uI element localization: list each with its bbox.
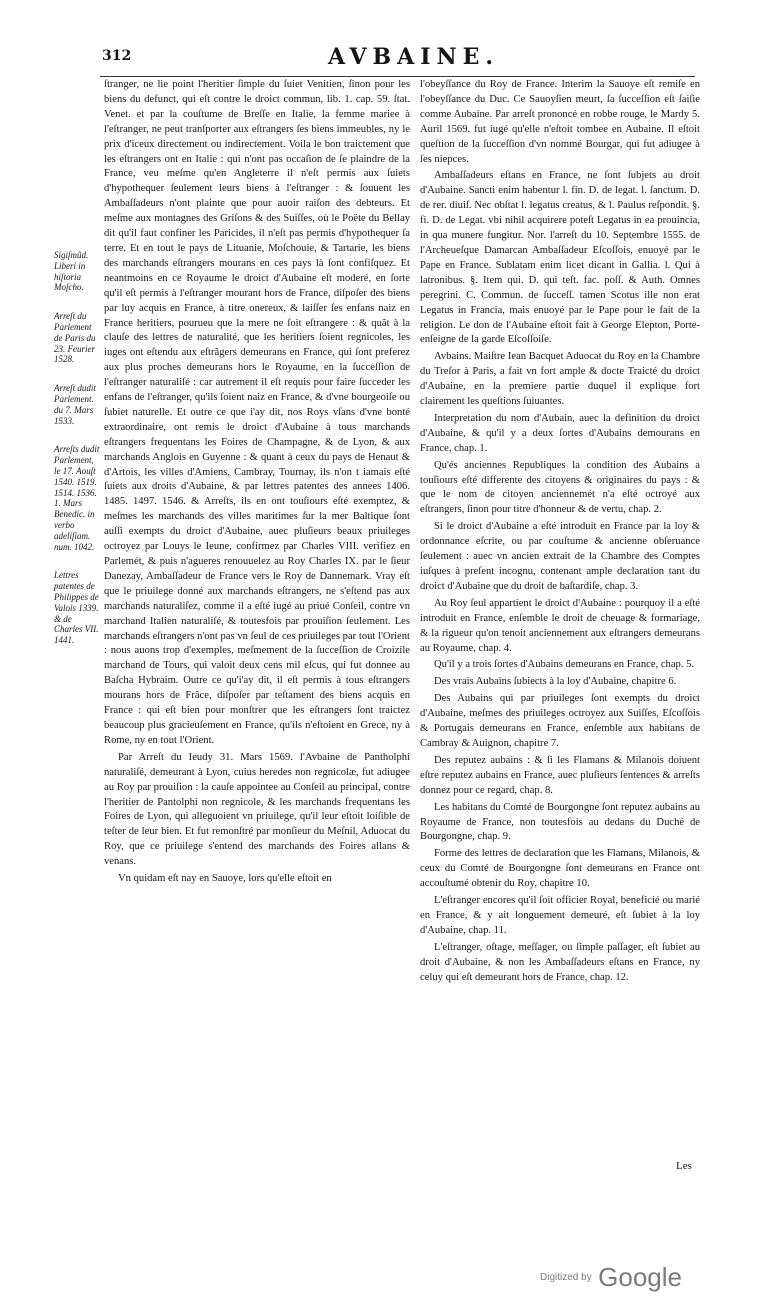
page-number: 312 (102, 48, 132, 64)
chapter-summary: Des reputez aubains : & ſi les Flamans & Milanois doiuent eſtre reputez aubains en France, auec pluſieurs ſentences & arreſts donnez pour ce regard, chap. 8. (420, 754, 700, 796)
chapter-summary: L'eſtranger encores qu'il ſoit officier Royal, beneficié ou marié en France, & y ait longuement demeuré, eſt ſubiet à la loy d'Aubaine, chap. 11. (420, 895, 700, 936)
google-logo: Google (598, 1262, 682, 1292)
chapter-summary: Des Aubains qui par priuileges ſont exempts du droict d'Aubaine, meſmes des priuileges octroyez aux Suiſſes, Eſcoſſois & Portugais demeurans en France, enſemble aux habitans de Cambray & Auignon, chapitre 7. (420, 693, 700, 749)
watermark-prefix: Digitized by (540, 1272, 592, 1283)
body-paragraph: ſtranger, ne lie point l'heritier ſimple du ſuiet Venitien, ſinon pour les biens du defunct, qui eſt contre le droict commun, lib. 1. cap. 59. ſtat. Venet. et par la couſtume de Breſſe en Italie, la femme mariee à l'eſtranger, ne peut tranſporter aux eſtrangers ſes biens immeubles, ny le prix d'iceux directement ou indirectement. Voila le bon traictement que les eſtrangers ont en Italie : qui n'ont pas occaſion de ſe plaindre de la France, veu meſme qu'en Angleterre il n'eſt permis aux ſuiets d'hypothequer ſeulement leurs biens à l'eſtranger : & ſouuent les Ambaſſadeurs n'ont plainte que pour auoir raiſon des debteurs. Et meſme aux montagnes des Griſons & des Suiſſes, où le Poëte du Bellay dit qu'il faut confiner les Paricides, il n'eſt pas permis d'hypothequer ſa terre. Et en tout le pays de Lituanie, Moſchouie, & Tartarie, les biens des marchands eſtrangers mourans en ces pays là ſont confiſquez. Et neantmoins en ce Royaume le droict d'Aubaine eſt moderé, en ſorte qu'il eſt permis à l'eſtranger mourant hors de France, diſpoſer des biens par luy acquis en France, à titre onereux, & laiſſer ſes enfans naiz en France heritiers, pourueu que la mere ne ſoit eſtrangere : & quãt à la clauſe des lettres de naturalité, que les heritiers ſoient regnicoles, les iuges ont eſtendu aux eſtrãgers demeurans en France, qui ſont preferez aux plus proches demeurans hors le Royaume, en la ſucceſſion de l'eſtranger naturaliſé : car autrement il eſt requis pour faire ſucceder les enfans de l'eſtranger, qu'ils ſoient naiz en France, & d'vne bourgeoiſe ou ſubiet naturelle. Et outre ce que i'ay dit, nos Roys vſans d'vne bonté extraordinaire, ont remis le droict d'Aubaine à tous marchands eſtrangers frequentans les Foires de Champagne, & de Lyon, & aux marchands Anglois en Guyenne : & quant à ceux du pays de Henaut & d'Artois, les villes d'Amiens, Cambray, Tournay, ils n'on t iamais eſté ſuiets aux droits d'Aubaine, & par lettres patentes des annees 1406. 1485. 1497. 1546. & Arreſts, ils en ont touſiours eſté exemptez, & meſmes les marchands des villes maritimes ſur la mer Baltique ſont auſſi exempts du droict d'Aubaine, auec pluſieurs beaux priuileges octroyez par Louys le Ieune, confirmez par Charles VIII. verifiez en Parlemét, & puis n'agueres renouuelez au Roy Charles IX. par le ſieur Danezay, Ambaſſadeur de France vers le Roy de Dannemark. Vray eſt que le priuilege donné aux marchands eſtrangers, ne s'eſtend pas aux marchands naturaliſez, comme il a eſté iugé au priué Conſeil, contre vn marchand Italien naturaliſé, & toutesfois par prouiſion ſeulement. Les marchands eſtrangers n'ont pas vn ſeul de ces priuileges par tout l'Orient : nous auons trop d'exemples, meſmement de la ſucceſſion de Croizile marchand de Tours, qui valoit deux cens mil eſcus, qui fut donnee au Baſcha Hybraim. Outre ce qu'i'ay dit, il eſt permis à tous eſtrangers mourans hors de Frãce, diſpoſer par teſtament des biens acquis en France : qui eſt bien pour monſtrer que les eſtrangers ſont traictez beaucoup plus gracieuſement en France, qu'ils n'eſtoient en Grece, ny à Rome, ny en tout l'Orient. (104, 79, 410, 746)
chapter-summary: Forme des lettres de declaration que les Flamans, Milanois, & ceux du Comté de Bourgongne ſont demeurans en France ont accouſtumé obtenir du Roy, chapitre 10. (420, 848, 700, 890)
chapter-summary: Au Roy ſeul appartient le droict d'Aubaine : pourquoy il a eſté introduit en France, enſemble le droit de cheuage & formariage, & la rigueur qu'on tenoit anciennement aux eſtrangers demeurans au Royaume, chap. 4. (420, 597, 700, 654)
catchword: Les (676, 1160, 692, 1172)
body-paragraph: l'obeyſſance du Roy de France. Interim la Sauoye eſt remiſe en l'obeyſſance du Duc. Ce Sauoyſien meurt, ſa ſucceſſion eſt ſaiſie comme Aubaine. Par arreſt prononcé en robbe rouge, le Mardy 5. Auril 1569. fut iugé qu'elle n'eſtoit tombee en Aubaine. Il eſtoit queſtion de la ſucceſſion d'vn nommé Bourgar, qui fut adiugee à ſes niepces. (420, 79, 700, 165)
margin-note: Sigiſmũd. Liberi in hiſtoria Moſcho. (54, 250, 89, 293)
chapter-summary: Qu'és anciennes Republiques la condition des Aubains a touſiours eſté differente des citoyens & originaires du pays : & que le nom de citoyen anciennemét n'a eſté octroyé aux eſtrangers, ſinon pour titre d'honneur & de vertu, chap. 2. (420, 459, 700, 516)
left-text-column (104, 78, 410, 1188)
digitized-watermark (540, 1262, 682, 1293)
margin-note: Lettres patentes de Philippes de Valois 1339. & de Charles VII. 1441. (54, 570, 99, 646)
chapter-summary: Les habitans du Comté de Bourgongne ſont reputez aubains au Royaume de France, non toutesfois au dedans du Duché de Bourgongne, chap. 9. (420, 801, 700, 843)
chapter-summary: Des vrais Aubains ſubiects à la loy d'Aubaine, chapitre 6. (434, 676, 677, 688)
margin-notes (54, 250, 100, 664)
running-head: AVBAINE. (328, 44, 500, 70)
body-paragraph: Vn quidam eſt nay en Sauoye, lors qu'elle eſtoit en (118, 873, 332, 885)
chapter-summary: Si le droict d'Aubaine a eſté introduit en France par la loy & ordonnance eſcrite, ou par couſtume & ancienne obſeruance ſeulement : auec vn ancien extrait de la Chambre des Comptes iuſques à preſent incognu, contenant ample declaration tant du droict d'Aubaine que du droit de baſtardiſe, chap. 3. (420, 521, 700, 592)
body-paragraph: Par Arreſt du Ieudy 31. Mars 1569. l'Avbaine de Pantholphi naturaliſé, demeurant à Lyon, cuius heredes non regnicolæ, fut adiugee au Roy par prouiſion : la cauſe appointee au Conſeil au principal, contre l'heritier de Pantolphi non regnicole, & les marchands frequentans les Foires de Lyon, qui alleguoient vn priuilege, qu'il leur eſtoit loiſible de teſter de leur bien. Et fut remonſtré par monſieur du Meſnil, Aduocat du Roy, que ce priuilege s'entend des marchands des Foires allans & venans. (104, 751, 410, 868)
margin-note: Arreſt du Parlement de Paris du 23. Feurier 1528. (54, 311, 96, 365)
right-text-column (420, 78, 700, 1168)
chapter-summary: Qu'il y a trois ſortes d'Aubains demeurans en France, chap. 5. (434, 659, 695, 671)
margin-note: Arreſts dudit Parlement, le 17. Aouſt 1540. 1519. 1514. 1536. 1. Mars Benedic. in verbo adeliſiam. num. 1042. (54, 444, 100, 552)
chapter-summary: Interpretation du nom d'Aubain, auec la definition du droict d'Aubaine, & qu'il y a deux ſortes d'Aubains demourans en France, chap. 1. (420, 412, 700, 454)
margin-note: Arreſt dudit Parlement. du 7. Mars 1533. (54, 383, 96, 426)
body-paragraph: Ambaſſadeurs eſtans en France, ne ſont ſubjets au droit d'Aubaine. Sancti enim habentur l. fin. D. de legat. l. ſanctum. D. de rer. diuiſ. Nec obſtat l. legatus creatus, & l. Paulus reſpondit. §. fi. D. de Legat. vbi nihil acquirere poteſt Legatus in ea prouincia, in qua munere fungitur. Nor. l'arreſt du 10. Septembre 1555. de l'Archeueſque Damarcan Ambaſſadeur Eſcoſſois, enuoyé par le Pape en France. Sublatam enim licet dicant in Gallia. l. Qui à latronibus. §. Item qui. D. qui teſt. fac. poſſ. & Auth. Omnes peregrini. C. Commun. de ſucceſſ. tamen Scotus ille non erat Legatus in Francia, mais enuoyé par le Pape pour le fait de la religion. Le don de l'Aubaine eſtoit fait à George Elepton, Porte-enſeigne de la garde Eſcoſſoiſe. (420, 170, 700, 346)
body-paragraph: Avbains. Maiſtre Iean Bacquet Aduocat du Roy en la Chambre du Treſor à Paris, a fait vn fort ample & docte Traicté du droict d'Aubaine, en la premiere partie duquel il explique fort clairement les queſtions ſuiuantes. (420, 351, 700, 408)
header-rule (100, 76, 695, 77)
chapter-summary: L'eſtranger, oſtage, meſſager, ou ſimple paſſager, eſt ſubiet au droit d'Aubaine, & non les Ambaſſadeurs eſtans en France, ny celuy qui eſt demeurant hors de France, chap. 12. (420, 941, 700, 983)
